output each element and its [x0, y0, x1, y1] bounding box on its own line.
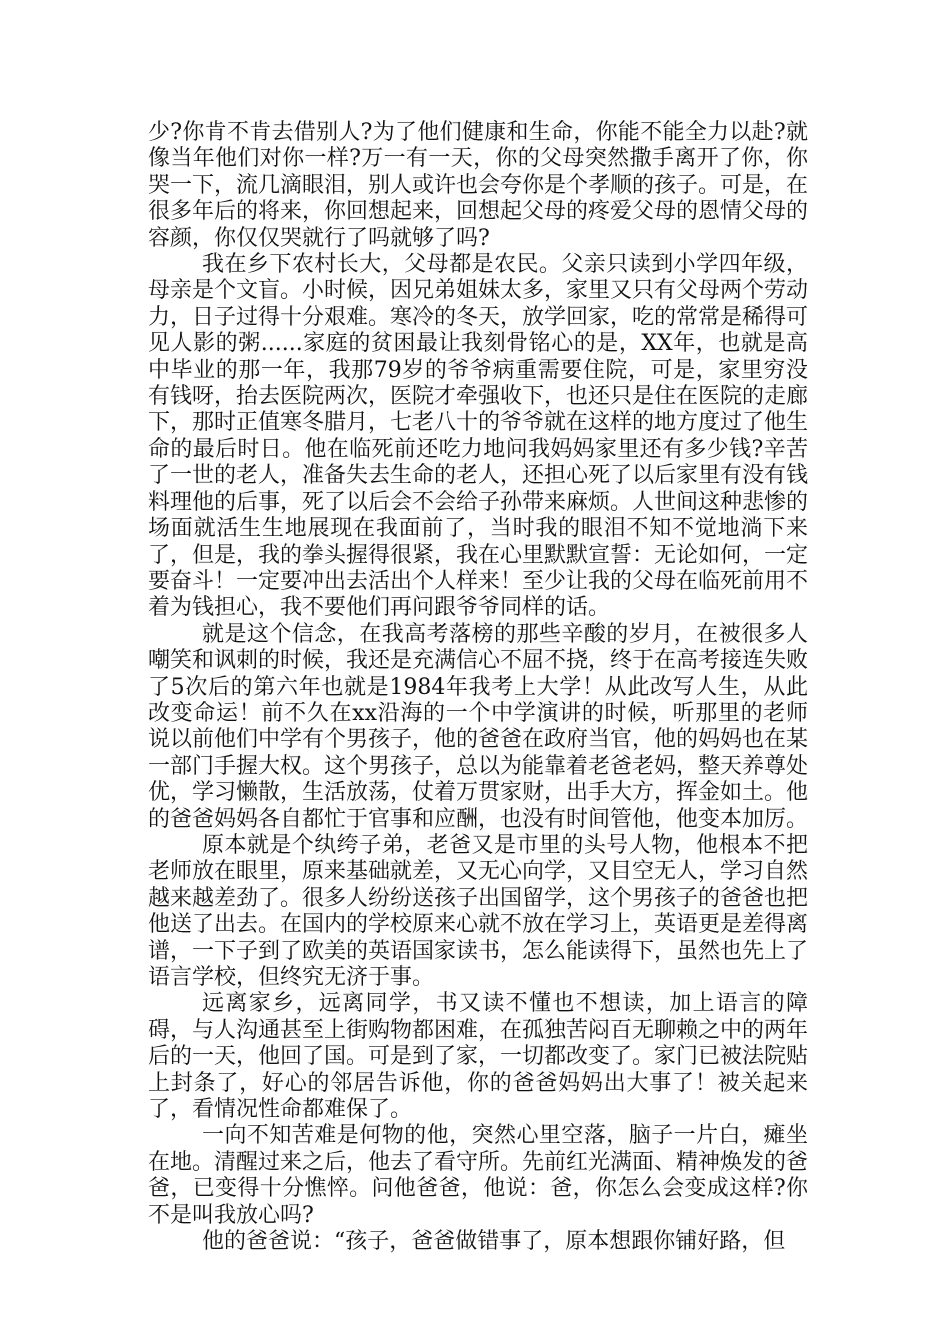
paragraph-6: 一向不知苦难是何物的他，突然心里空落，脑子一片白，瘫坐在地。清醒过来之后，他去了看守所。先前红光满面、精神焕发的爸爸，已变得十分憔悴。问他爸爸，他说：爸，你怎么会变成这样?你不是叫我放心吗? [148, 1123, 809, 1228]
document-body [148, 120, 808, 1255]
paragraph-4: 原本就是个纨绔子弟，老爸又是市里的头号人物，他根本不把老师放在眼里，原来基础就差，又无心向学，又目空无人，学习自然越来越差劲了。很多人纷纷送孩子出国留学，这个男孩子的爸爸也把他送了出去。在国内的学校原来心就不放在学习上，英语更是差得离谱，一下子到了欧美的英语国家读书，怎么能读得下，虽然也先上了语言学校，但终究无济于事。 [148, 832, 809, 990]
paragraph-7: 他的爸爸说：“孩子，爸爸做错事了，原本想跟你铺好路，但 [202, 1229, 786, 1255]
paragraph-1: 少?你肯不肯去借别人?为了他们健康和生命，你能不能全力以赴?就像当年他们对你一样?万一有一天，你的父母突然撒手离开了你，你哭一下，流几滴眼泪，别人或许也会夸你是个孝顺的孩子。可是，在很多年后的将来，你回想起来，回想起父母的疼爱父母的恩情父母的容颜，你仅仅哭就行了吗就够了吗? [148, 120, 809, 251]
paragraph-5: 远离家乡，远离同学，书又读不懂也不想读，加上语言的障碍，与人沟通甚至上街购物都困难，在孤独苦闷百无聊赖之中的两年后的一天，他回了国。可是到了家，一切都改变了。家门已被法院贴上封条了，好心的邻居告诉他，你的爸爸妈妈出大事了！被关起来了，看情况性命都难保了。 [148, 991, 809, 1123]
paragraph-2: 我在乡下农村长大，父母都是农民。父亲只读到小学四年级，母亲是个文盲。小时候，因兄弟姐妹太多，家里又只有父母两个劳动力，日子过得十分艰难。寒冷的冬天，放学回家，吃的常常是稀得可见人影的粥......家庭的贫困最让我刻骨铭心的是，XX年，也就是高中毕业的那一年，我那79岁的爷爷病重需要住院，可是，家里穷没有钱呀，抬去医院两次，医院才牵强收下，也还只是住在医院的走廊下，那时正值寒冬腊月，七老八十的爷爷就在这样的地方度过了他生命的最后时日。他在临死前还吃力地问我妈妈家里还有多少钱?辛苦了一世的老人，准备失去生命的老人，还担心死了以后家里有没有钱料理他的后事，死了以后会不会给子孙带来麻烦。人世间这种悲惨的场面就活生生地展现在我面前了，当时我的眼泪不知不觉地淌下来了，但是，我的拳头握得很紧，我在心里默默宣誓：无论如何，一定要奋斗！一定要冲出去活出个人样来！至少让我的父母在临死前用不着为钱担心，我不要他们再问跟爷爷同样的话。 [148, 252, 809, 621]
paragraph-3: 就是这个信念，在我高考落榜的那些辛酸的岁月，在被很多人嘲笑和讽刺的时候，我还是充满信心不屈不挠，终于在高考接连失败了5次后的第六年也就是1984年我考上大学！从此改写人生，从此改变命运！前不久在xx沿海的一个中学演讲的时候，听那里的老师说以前他们中学有个男孩子，他的爸爸在政府当官，他的妈妈也在某一部门手握大权。这个男孩子，总以为能靠着老爸老妈，整天养尊处优，学习懒散，生活放荡，仗着万贯家财，出手大方，挥金如土。他的爸爸妈妈各自都忙于官事和应酬，也没有时间管他，他变本加厉。 [148, 621, 809, 832]
